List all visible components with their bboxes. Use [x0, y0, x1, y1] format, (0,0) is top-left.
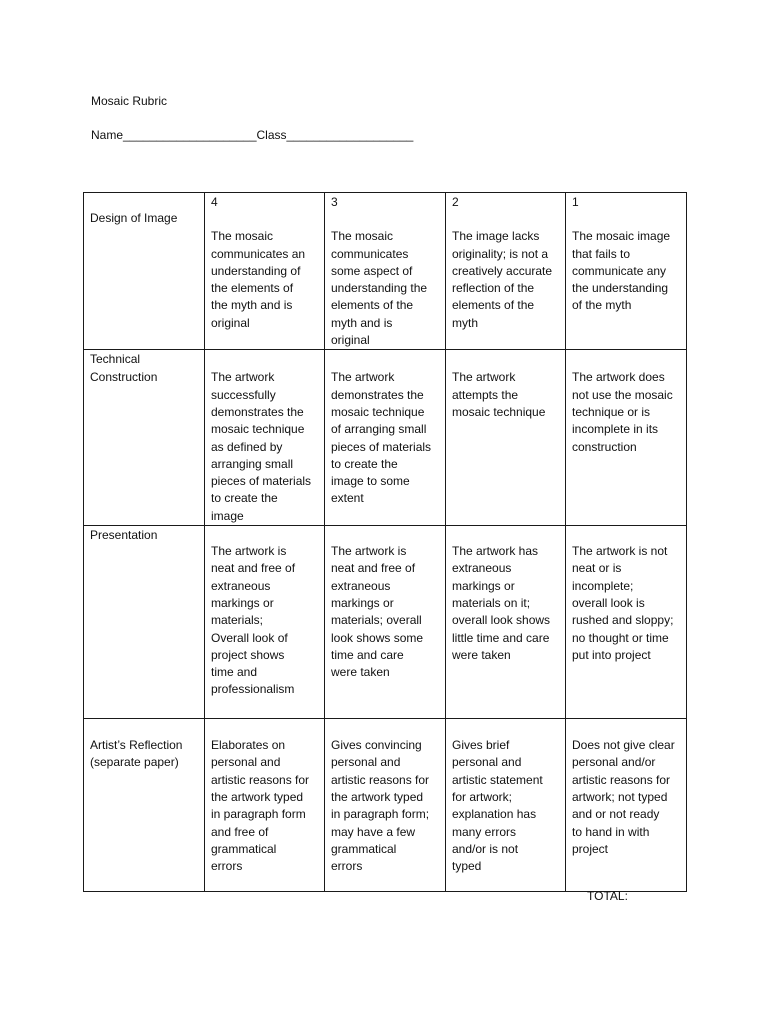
rubric-row-presentation [84, 526, 687, 719]
rubric-description: The artwork is not neat or is incomplete; overall look is rushed and sloppy; no thought or time put into project [572, 544, 674, 662]
rubric-cell [446, 526, 566, 719]
rubric-description: The mosaic image that fails to communicate any the understanding of the myth [572, 229, 671, 313]
rubric-description: Gives convincing personal and artistic reasons for the artwork typed in paragraph form; may have a few grammatical errors [331, 738, 430, 874]
rubric-cell [205, 526, 325, 719]
rubric-cell [325, 719, 446, 892]
score-label-4: 4 [211, 195, 218, 209]
rubric-cell [325, 350, 446, 526]
rubric-description: The artwork is neat and free of extraneous markings or materials; Overall look of project shows time and professionalism [211, 544, 296, 697]
rubric-row-artists-reflection [84, 719, 687, 892]
rubric-cell [325, 193, 446, 350]
rubric-cell [446, 193, 566, 350]
rubric-description: The artwork demonstrates the mosaic technique of arranging small pieces of materials to create the image to some extent [331, 370, 432, 506]
criterion-label: Technical Construction [90, 352, 158, 384]
rubric-description: The artwork has extraneous markings or materials on it; overall look shows little time and care were taken [452, 544, 551, 662]
rubric-cell [566, 193, 687, 350]
criterion-cell [84, 350, 205, 526]
rubric-description: The image lacks originality; is not a creatively accurate reflection of the elements of the myth [452, 229, 553, 330]
rubric-cell [205, 193, 325, 350]
rubric-description: The artwork is neat and free of extraneous markings or materials; overall look shows some time and care were taken [331, 544, 424, 680]
rubric-description: The artwork successfully demonstrates the mosaic technique as defined by arranging small pieces of materials to create the image [211, 370, 312, 523]
rubric-table [83, 192, 687, 892]
document-title: Mosaic Rubric [91, 94, 168, 108]
name-class-line: Name____________________Class___________________ [91, 128, 414, 142]
criterion-cell [84, 719, 205, 892]
criterion-label: Artist’s Reflection (separate paper) [90, 738, 183, 770]
rubric-cell [205, 719, 325, 892]
rubric-cell [566, 719, 687, 892]
total-label: TOTAL: [587, 889, 628, 903]
rubric-description: Does not give clear personal and/or artistic reasons for artwork; not typed and or not ready to hand in with project [572, 738, 675, 856]
rubric-description: Gives brief personal and artistic statement for artwork; explanation has many errors and/or is not typed [452, 738, 543, 874]
rubric-cell [446, 719, 566, 892]
rubric-description: Elaborates on personal and artistic reasons for the artwork typed in paragraph form and free of grammatical errors [211, 738, 310, 874]
rubric-cell [205, 350, 325, 526]
rubric-row-technical-construction [84, 350, 687, 526]
criterion-label: Presentation [90, 528, 158, 543]
rubric-cell [446, 350, 566, 526]
score-label-1: 1 [572, 195, 579, 209]
rubric-description: The artwork attempts the mosaic technique [452, 370, 546, 419]
score-label-3: 3 [331, 195, 338, 209]
rubric-cell [325, 526, 446, 719]
rubric-row-design [84, 193, 687, 350]
rubric-description: The artwork does not use the mosaic technique or is incomplete in its construction [572, 370, 673, 454]
criterion-cell [84, 526, 205, 719]
criterion-cell [84, 193, 205, 350]
rubric-description: The mosaic communicates an understanding of the elements of the myth and is original [211, 229, 306, 330]
criterion-label: Design of Image [90, 211, 178, 225]
rubric-cell [566, 350, 687, 526]
score-label-2: 2 [452, 195, 459, 209]
rubric-description: The mosaic communicates some aspect of understanding the elements of the myth and is original [331, 229, 428, 348]
rubric-cell [566, 526, 687, 719]
